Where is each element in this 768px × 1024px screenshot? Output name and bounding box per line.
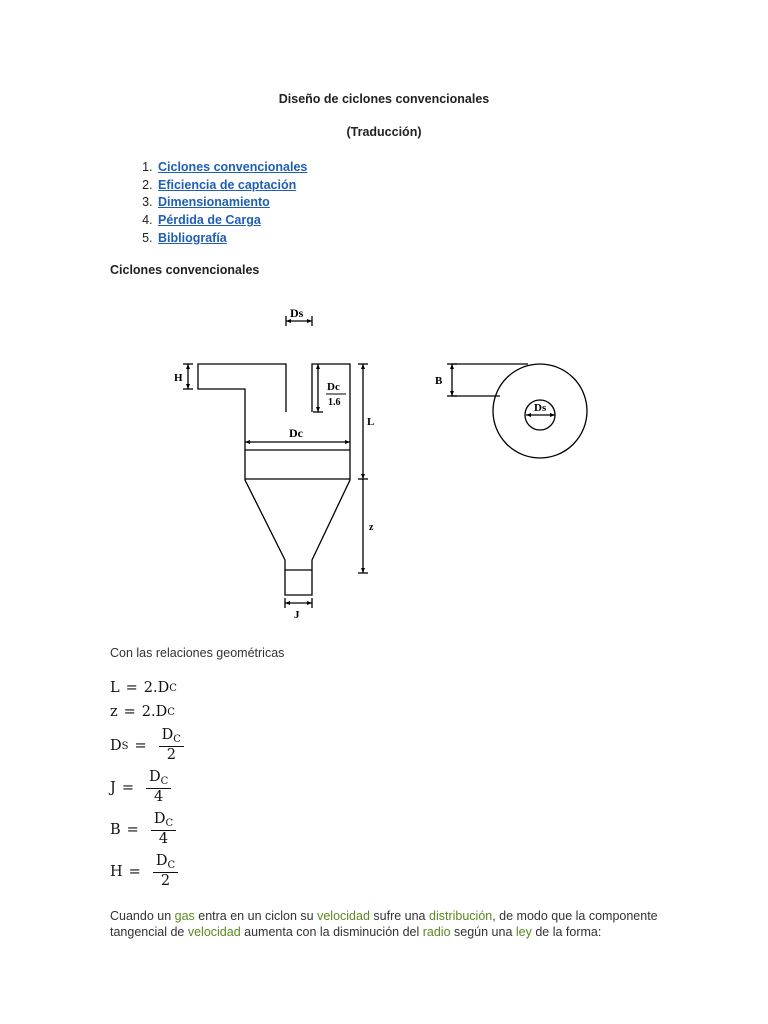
numerator-text: D bbox=[148, 769, 161, 786]
toc-link-bibliografia[interactable]: Bibliografía bbox=[158, 230, 227, 245]
toc-link-eficiencia[interactable]: Eficiencia de captación bbox=[158, 177, 297, 192]
toc-link-dimensionamiento[interactable]: Dimensionamiento bbox=[158, 195, 270, 210]
fraction-numerator bbox=[151, 812, 176, 831]
fraction bbox=[159, 728, 184, 764]
keyword-link-velocidad[interactable]: velocidad bbox=[317, 909, 370, 923]
arrowhead bbox=[307, 319, 312, 323]
keyword-link-distribucion[interactable]: distribución bbox=[429, 909, 493, 923]
paragraph-text: aumenta con la disminución del bbox=[240, 924, 423, 939]
equals-sign: = bbox=[125, 680, 138, 696]
arrowhead bbox=[450, 364, 454, 369]
arrowhead bbox=[316, 407, 320, 412]
paragraph-text: sufre una bbox=[369, 909, 429, 923]
formula-h bbox=[110, 852, 184, 892]
numerator-text: D bbox=[161, 727, 174, 744]
intro-text: Con las relaciones geométricas bbox=[110, 646, 285, 660]
fraction-denominator: 4 bbox=[154, 789, 164, 806]
keyword-link-ley[interactable]: ley bbox=[515, 924, 532, 939]
numerator-sub: C bbox=[173, 734, 181, 746]
formula-j bbox=[110, 768, 184, 808]
formula-lhs: H bbox=[110, 864, 123, 880]
label-ds: Ds bbox=[290, 306, 304, 320]
keyword-link-gas[interactable]: gas bbox=[174, 909, 195, 923]
arrowhead bbox=[285, 601, 290, 605]
formula-ds bbox=[110, 726, 184, 766]
label-ds-top: Ds bbox=[534, 402, 547, 414]
toc-link-perdida[interactable]: Pérdida de Carga bbox=[158, 213, 261, 228]
paragraph-text: según una bbox=[450, 924, 516, 939]
page-subtitle: (Traducción) bbox=[346, 125, 422, 139]
toc-link-ciclones[interactable]: Ciclones convencionales bbox=[158, 160, 308, 174]
formula-lhs-sub: S bbox=[121, 740, 129, 752]
formula-rhs: 2.D bbox=[143, 680, 170, 696]
formula-rhs: 2.D bbox=[141, 704, 168, 720]
fraction bbox=[146, 770, 171, 806]
page-title: Diseño de ciclones convencionales bbox=[278, 92, 490, 106]
numerator-sub: C bbox=[160, 776, 169, 788]
formula-lhs: B bbox=[110, 822, 121, 838]
numerator-text: D bbox=[153, 811, 166, 828]
fraction-numerator bbox=[159, 728, 184, 747]
arrowhead bbox=[316, 364, 320, 369]
arrowhead bbox=[186, 364, 190, 369]
label-dc-numerator: Dc bbox=[327, 381, 340, 393]
fraction-denominator: 4 bbox=[158, 831, 169, 848]
formula-z bbox=[110, 700, 184, 724]
toc-item bbox=[156, 194, 307, 212]
label-z: z bbox=[369, 522, 374, 533]
label-dc: Dc bbox=[289, 426, 303, 440]
paragraph-text: entra en un ciclon su bbox=[194, 909, 318, 923]
numerator-sub: C bbox=[167, 860, 176, 872]
toc-item bbox=[156, 177, 307, 195]
paragraph-text: , de modo que la componente tangencial de bbox=[110, 909, 658, 939]
toc-item bbox=[156, 230, 307, 248]
fraction bbox=[153, 854, 178, 890]
fraction-denominator: 2 bbox=[166, 747, 176, 764]
formula-rhs-sub: C bbox=[167, 706, 175, 718]
arrowhead bbox=[450, 391, 454, 396]
arrowhead bbox=[550, 413, 555, 417]
formula-lhs: z bbox=[110, 704, 118, 720]
fraction bbox=[151, 812, 176, 848]
formula-l bbox=[110, 676, 184, 700]
equals-sign: = bbox=[126, 822, 139, 838]
equals-sign: = bbox=[123, 704, 136, 720]
equals-sign: = bbox=[134, 738, 147, 754]
cyclone-diagram bbox=[0, 290, 768, 630]
body-paragraph bbox=[110, 909, 666, 940]
arrowhead bbox=[307, 601, 312, 605]
arrowhead bbox=[245, 440, 250, 444]
formula-rhs-sub: C bbox=[169, 682, 177, 694]
numerator-sub: C bbox=[165, 818, 174, 830]
equals-sign: = bbox=[128, 864, 141, 880]
formula-lhs: J bbox=[110, 780, 116, 796]
table-of-contents bbox=[136, 159, 307, 248]
toc-item bbox=[156, 212, 307, 230]
equals-sign: = bbox=[121, 780, 134, 796]
arrowhead bbox=[186, 384, 190, 389]
arrowhead bbox=[361, 364, 365, 369]
arrowhead bbox=[526, 413, 531, 417]
label-l: L bbox=[367, 416, 375, 428]
formula-lhs: D bbox=[110, 738, 122, 754]
fraction-numerator bbox=[146, 770, 171, 789]
fraction-numerator bbox=[153, 854, 178, 873]
arrowhead bbox=[361, 568, 365, 573]
arrowhead bbox=[361, 474, 365, 479]
formula-block bbox=[110, 676, 184, 892]
toc-item bbox=[156, 159, 307, 177]
fraction-denominator: 2 bbox=[160, 873, 171, 890]
formula-lhs: L bbox=[110, 680, 120, 696]
label-b: B bbox=[435, 375, 443, 387]
label-h: H bbox=[174, 372, 183, 384]
keyword-link-radio[interactable]: radio bbox=[422, 924, 451, 939]
label-ratio-denominator: 1.6 bbox=[328, 397, 341, 408]
arrowhead bbox=[345, 440, 350, 444]
paragraph-text: Cuando un bbox=[110, 909, 175, 923]
section-heading: Ciclones convencionales bbox=[110, 263, 260, 277]
keyword-link-velocidad-2[interactable]: velocidad bbox=[187, 924, 241, 939]
numerator-text: D bbox=[155, 853, 168, 870]
formula-b bbox=[110, 810, 184, 850]
label-j: J bbox=[294, 609, 300, 621]
paragraph-text: de la forma: bbox=[531, 924, 602, 939]
